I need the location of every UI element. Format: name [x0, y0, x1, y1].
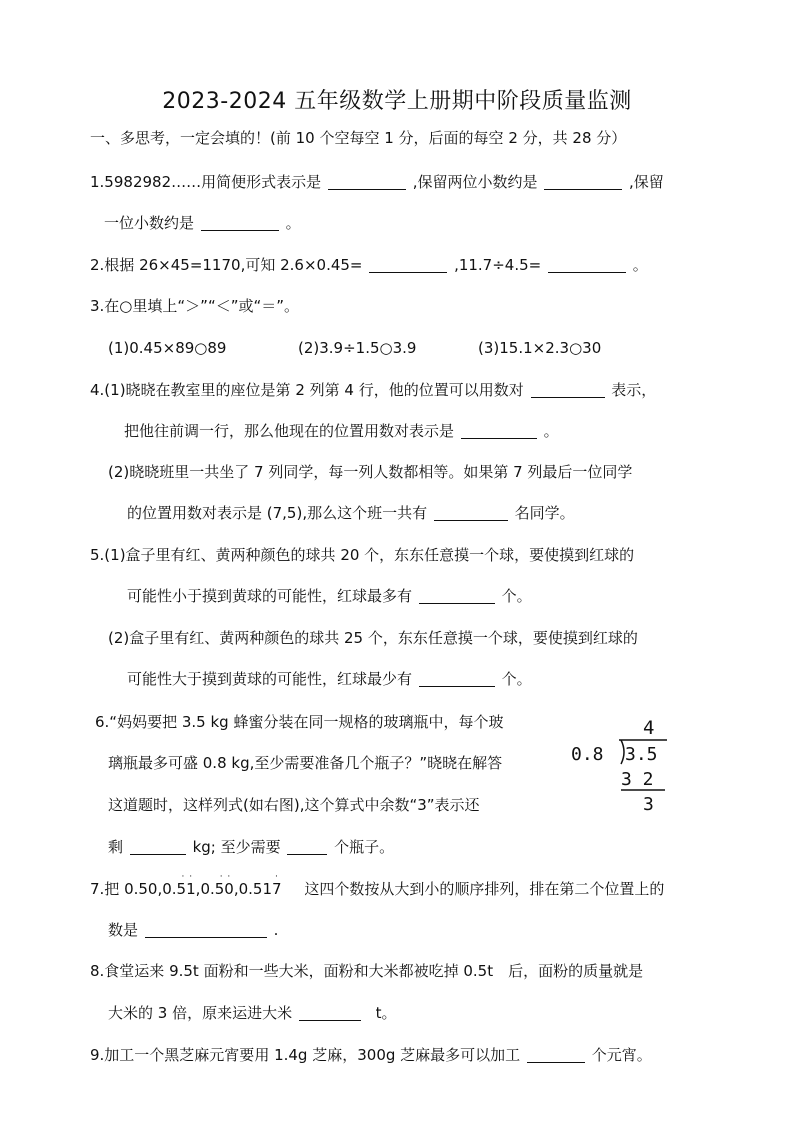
q9-text-b: 个元宵。 — [591, 1046, 652, 1064]
question-7-line-2 — [108, 920, 278, 940]
q1-blank-1[interactable] — [328, 173, 406, 190]
q1-text-b: ,保留两位小数约是 — [412, 173, 538, 191]
question-5-line-3: (2)盒子里有红、黄两种颜色的球共 25 个，东东任意摸一个球，要使摸到红球的 — [108, 629, 638, 647]
q6-text-c: 个瓶子。 — [334, 838, 395, 856]
q5-text-b: 个。 — [501, 587, 532, 605]
q6-text-b: kg; 至少需要 — [192, 838, 281, 856]
question-8-line-1: 8.食堂运来 9.5t 面粉和一些大米，面粉和大米都被吃掉 0.5t 后，面粉的质量就是 — [90, 962, 644, 980]
division-bracket — [621, 740, 624, 764]
q9-blank-1[interactable] — [527, 1046, 585, 1063]
q5-text-d: 个。 — [501, 670, 532, 688]
question-6-line-4 — [108, 837, 394, 857]
q2-blank-2[interactable] — [548, 256, 626, 273]
question-6-line-1: 6.“妈妈要把 3.5 kg 蜂蜜分装在同一规格的玻璃瓶中，每个玻 — [95, 713, 504, 731]
q9-text-a: 9.加工一个黑芝麻元宵要用 1.4g 芝麻，300g 芝麻最多可以加工 — [90, 1046, 521, 1064]
q8-text-a: 大米的 3 倍，原来运进大米 — [108, 1004, 293, 1022]
q7-blank-1[interactable] — [145, 921, 267, 938]
repeat-dot: · — [227, 872, 231, 882]
q2-blank-1[interactable] — [369, 256, 447, 273]
repeat-dot: · — [219, 872, 223, 882]
division-divisor: 0.8 — [571, 744, 604, 765]
question-4-line-1 — [90, 380, 656, 400]
q7-text-a: 7.把 0.50, — [90, 880, 163, 898]
question-1-line-1 — [90, 172, 664, 192]
question-7-line-1: 7.把 0.50,0.51 · · ,0.50 · · ,0.517 · 这四个数按从大到小的顺序排列，排在第二个位置上的 — [90, 872, 665, 898]
q5-blank-2[interactable] — [419, 670, 495, 687]
q7-text-b: 这四个数按从大到小的顺序排列，排在第二个位置上的 — [304, 880, 665, 898]
q4-text-a: 4.(1)晓晓在教室里的座位是第 2 列第 4 行，他的位置可以用数对 — [90, 381, 524, 399]
q6-text-a: 剩 — [108, 838, 124, 856]
question-6-line-2: 璃瓶最多可盛 0.8 kg,至少需要准备几个瓶子？”晓晓在解答 — [108, 754, 503, 772]
q1-blank-2[interactable] — [544, 173, 622, 190]
q4-text-f: 名同学。 — [514, 504, 575, 522]
q1-text-e: 。 — [285, 214, 301, 232]
q1-blank-3[interactable] — [201, 214, 279, 231]
q6-blank-2[interactable] — [287, 838, 327, 855]
q1-text-a: 1.5982982……用简便形式表示是 — [90, 173, 322, 191]
q7-number-3 — [200, 872, 234, 899]
question-4-line-2 — [124, 421, 559, 441]
repeat-dot: · — [189, 872, 193, 882]
division-product: 3 2 — [621, 769, 654, 790]
q3-item-1: (1)0.45×89○89 — [108, 339, 227, 357]
q5-text-a: 可能性小于摸到黄球的可能性，红球最多有 — [127, 587, 413, 605]
q7-text-c: 数是 — [108, 921, 139, 939]
question-6-line-3: 这道题时，这样列式(如右图),这个算式中余数“3”表示还 — [108, 796, 480, 814]
q7-number-2-text: 0.51 — [162, 880, 196, 898]
repeat-dot: · — [181, 872, 185, 882]
q6-blank-1[interactable] — [130, 838, 186, 855]
q8-blank-1[interactable] — [299, 1004, 361, 1021]
division-dividend: 3.5 — [625, 744, 658, 765]
q2-text-a: 2.根据 26×45=1170,可知 2.6×0.45= — [90, 256, 363, 274]
question-3-stem: 3.在○里填上“＞”“＜”或“＝”。 — [90, 297, 300, 315]
long-division-figure — [565, 712, 675, 817]
question-9 — [90, 1045, 652, 1065]
division-quotient: 4 — [643, 717, 655, 739]
question-4-line-4 — [127, 503, 575, 523]
q7-text-d: . — [273, 921, 279, 939]
page-title: 2023-2024 五年级数学上册期中阶段质量监测 — [162, 89, 632, 114]
q5-text-c: 可能性大于摸到黄球的可能性，红球最少有 — [127, 670, 413, 688]
repeat-dot: · — [274, 872, 278, 882]
question-4-line-3: (2)晓晓班里一共坐了 7 列同学，每一列人数都相等。如果第 7 列最后一位同学 — [108, 463, 633, 481]
section-heading: 一、多思考，一定会填的！(前 10 个空每空 1 分，后面的每空 2 分，共 28 分） — [90, 129, 627, 147]
division-remainder: 3 — [643, 794, 654, 815]
q5-blank-1[interactable] — [419, 587, 495, 604]
question-1-line-2 — [104, 213, 301, 233]
q1-text-c: ,保留 — [629, 173, 664, 191]
q1-text-d: 一位小数约是 — [104, 214, 195, 232]
q4-blank-3[interactable] — [434, 504, 508, 521]
q2-text-c: 。 — [632, 256, 648, 274]
q4-text-e: 的位置用数对表示是 (7,5),那么这个班一共有 — [127, 504, 428, 522]
question-5-line-4 — [127, 669, 532, 689]
question-2 — [90, 255, 648, 275]
q8-text-b: t。 — [375, 1004, 397, 1022]
question-5-line-2 — [127, 586, 532, 606]
q2-text-b: ,11.7÷4.5= — [454, 256, 542, 274]
q3-item-2: (2)3.9÷1.5○3.9 — [298, 339, 417, 357]
q4-blank-2[interactable] — [461, 422, 537, 439]
q4-blank-1[interactable] — [531, 381, 605, 398]
q7-number-2 — [162, 872, 196, 899]
q3-item-3: (3)15.1×2.3○30 — [478, 339, 602, 357]
q4-text-c: 把他往前调一行，那么他现在的位置用数对表示是 — [124, 422, 455, 440]
q7-number-4 — [238, 872, 282, 899]
question-8-line-2 — [108, 1003, 397, 1023]
q7-number-4-text: 0.517 — [238, 880, 282, 898]
q4-text-d: 。 — [543, 422, 559, 440]
question-5-line-1: 5.(1)盒子里有红、黄两种颜色的球共 20 个，东东任意摸一个球，要使摸到红球的 — [90, 546, 635, 564]
q7-number-3-text: 0.50 — [200, 880, 234, 898]
q4-text-b: 表示， — [611, 381, 657, 399]
